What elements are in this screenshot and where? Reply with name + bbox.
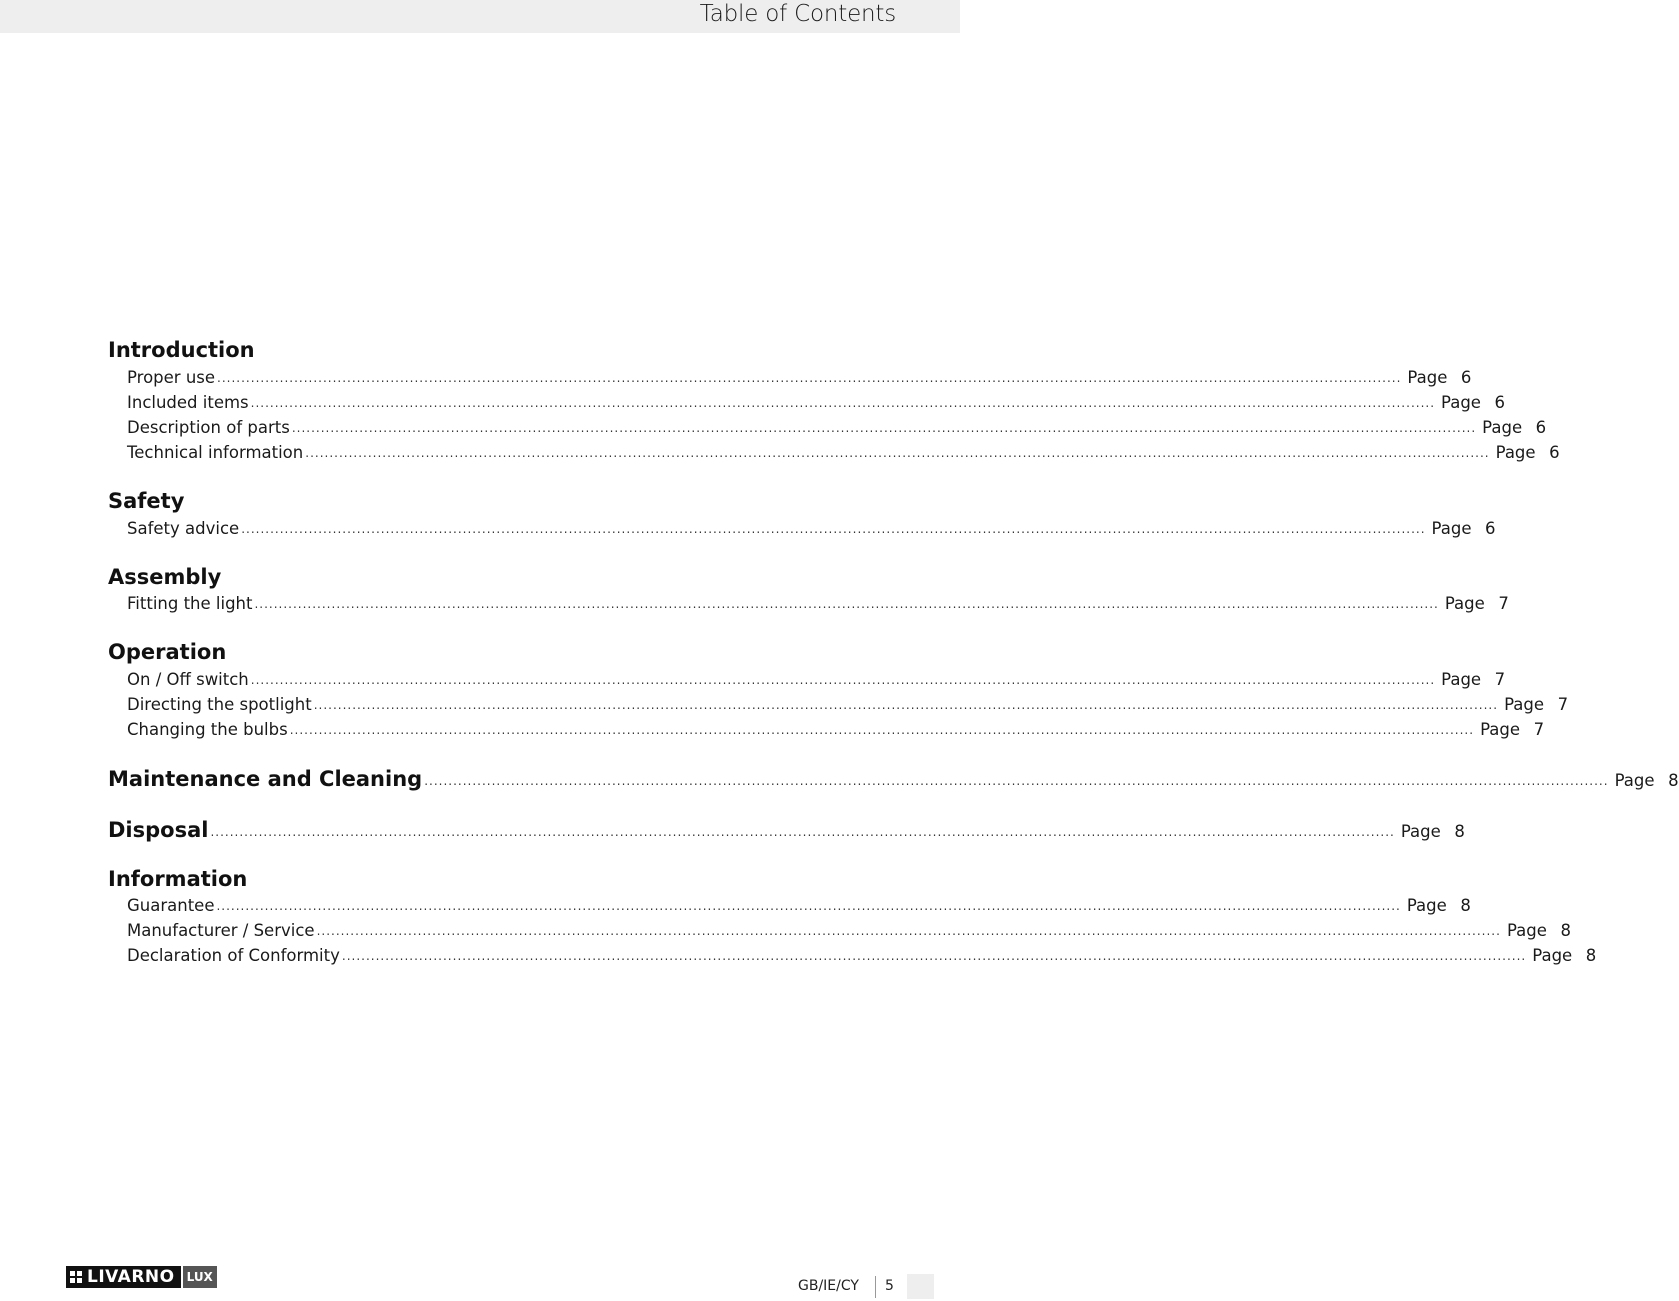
page-number: 7 (1557, 695, 1569, 714)
page-number: 8 (1454, 822, 1465, 841)
toc-entry-disposal[interactable] (108, 815, 1465, 842)
leader-dots: ...................................................................................................................................................................................................................................................... (217, 371, 1402, 385)
page-number: 6 (1535, 418, 1547, 437)
leader-dots: ...................................................................................................................................................................................................................................................... (305, 446, 1490, 460)
entry-label: Description of parts (127, 418, 290, 437)
entry-label: Directing the spotlight (127, 695, 312, 714)
section-heading-introduction: Introduction (108, 338, 255, 362)
leader-dots: ...................................................................................................................................................................................................................................................... (289, 723, 1475, 737)
toc-entry[interactable] (127, 718, 1545, 740)
section-heading-information: Information (108, 867, 248, 891)
leader-dots: ...................................................................................................................................................................................................................................................... (216, 899, 1401, 913)
leader-dots: ...................................................................................................................................................................................................................................................... (210, 825, 1395, 839)
entry-label: Proper use (127, 368, 216, 387)
page-number: 6 (1485, 519, 1496, 538)
leader-dots: ...................................................................................................................................................................................................................................................... (250, 396, 1436, 410)
leader-dots: ...................................................................................................................................................................................................................................................... (250, 673, 1436, 687)
section-heading-assembly: Assembly (108, 565, 222, 589)
brand-logo-main (66, 1266, 181, 1288)
page-number: 7 (1498, 594, 1509, 613)
leader-dots: ...................................................................................................................................................................................................................................................... (254, 597, 1439, 611)
footer-divider (875, 1276, 876, 1298)
page-word: Page (1495, 443, 1536, 462)
toc-entry[interactable] (127, 441, 1560, 463)
toc-entry-maintenance[interactable] (108, 764, 1679, 791)
entry-label: Included items (127, 393, 249, 412)
page-number: 6 (1549, 443, 1560, 462)
page-number: 8 (1560, 921, 1571, 940)
footer-box (907, 1274, 934, 1299)
leader-dots: ...................................................................................................................................................................................................................................................... (241, 522, 1426, 536)
entry-label: Declaration of Conformity (127, 946, 340, 965)
toc-entry[interactable] (127, 391, 1506, 413)
page-word: Page (1444, 594, 1485, 613)
toc-entry[interactable] (127, 517, 1496, 539)
page-number: 7 (1494, 670, 1506, 689)
page-word: Page (1431, 519, 1472, 538)
entry-label: Guarantee (127, 896, 215, 915)
page-word: Page (1504, 695, 1545, 714)
entry-label: Maintenance and Cleaning (108, 767, 423, 791)
leader-dots: ...................................................................................................................................................................................................................................................... (424, 774, 1609, 788)
brand-logo (66, 1266, 217, 1288)
page-word: Page (1614, 771, 1655, 790)
page-title: Table of Contents (699, 1, 896, 27)
toc-entry[interactable] (127, 919, 1571, 941)
entry-label: On / Off switch (127, 670, 249, 689)
page-word: Page (1441, 670, 1482, 689)
page-number: 8 (1460, 896, 1471, 915)
entry-label: Technical information (127, 443, 304, 462)
leader-dots: ...................................................................................................................................................................................................................................................... (291, 421, 1477, 435)
entry-label: Manufacturer / Service (127, 921, 315, 940)
section-heading-operation: Operation (108, 640, 227, 664)
page-number: 8 (1668, 771, 1679, 790)
section-heading-safety: Safety (108, 489, 185, 513)
page-word: Page (1407, 368, 1448, 387)
toc-entry[interactable] (127, 944, 1597, 966)
brand-squares-icon (70, 1271, 82, 1283)
page-word: Page (1400, 822, 1441, 841)
entry-label: Changing the bulbs (127, 720, 288, 739)
page-number: 6 (1494, 393, 1506, 412)
entry-label: Safety advice (127, 519, 240, 538)
leader-dots: ...................................................................................................................................................................................................................................................... (341, 949, 1527, 963)
page-number: 6 (1460, 368, 1472, 387)
page-word: Page (1506, 921, 1547, 940)
page-word: Page (1480, 720, 1521, 739)
entry-label: Disposal (108, 818, 209, 842)
leader-dots: ...................................................................................................................................................................................................................................................... (313, 698, 1499, 712)
footer-locale: GB/IE/CY (798, 1278, 859, 1294)
page-word: Page (1406, 896, 1447, 915)
toc-entry[interactable] (127, 366, 1472, 388)
toc-entry[interactable] (127, 668, 1506, 690)
page-number: 7 (1533, 720, 1545, 739)
brand-name: LIVARNO (87, 1267, 175, 1287)
toc-entry[interactable] (127, 416, 1547, 438)
entry-label: Fitting the light (127, 594, 253, 613)
page-number: 8 (1585, 946, 1597, 965)
footer-page-number: 5 (885, 1278, 894, 1294)
brand-suffix: LUX (183, 1266, 217, 1288)
toc-entry[interactable] (127, 592, 1509, 614)
toc-entry[interactable] (127, 894, 1471, 916)
page-word: Page (1482, 418, 1523, 437)
toc-entry[interactable] (127, 693, 1569, 715)
page-word: Page (1532, 946, 1573, 965)
page-word: Page (1441, 393, 1481, 412)
leader-dots: ...................................................................................................................................................................................................................................................... (316, 924, 1501, 938)
